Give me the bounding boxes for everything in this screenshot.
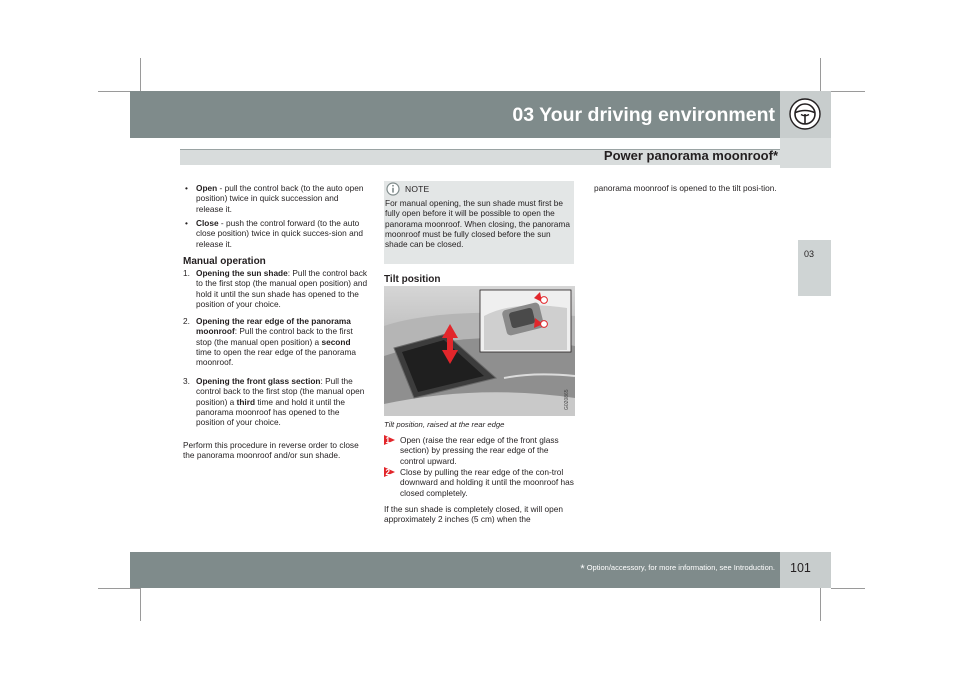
bullet-close (185, 218, 368, 249)
callout-number: 1 (385, 436, 390, 445)
step-text: : Pull the control back to the first stop (the manual open position) a (196, 376, 365, 407)
step-item (183, 268, 368, 309)
crop-mark (831, 91, 865, 92)
step-term: Opening the front glass section (196, 376, 321, 386)
callout-marker-1-icon (384, 435, 395, 445)
bullet-text: - pull the control back (to the auto open position) twice in quick succession and release it. (196, 183, 364, 214)
step-term: Opening the rear edge of the panorama moonroof (196, 316, 351, 337)
step-number: 2. (183, 316, 190, 326)
chapter-tab-number: 03 (804, 249, 815, 259)
bullet-text: - push the control forward (to the auto close position) twice in quick succes-sion and release it. (196, 218, 363, 249)
footer-star: * (580, 563, 585, 575)
footer-note (580, 563, 775, 575)
header-side-panel (780, 138, 831, 168)
right-paragraph: panorama moonroof is opened to the tilt posi-tion. (594, 183, 777, 193)
callout-text: Close by pulling the rear edge of the con-trol downward and holding it until the moonroof has closed completely. (400, 467, 574, 498)
step-text: : Pull the control back to the first stop (the manual open position) a (196, 326, 353, 347)
step-number: 3. (183, 376, 190, 386)
bullet-term: Open (196, 183, 218, 193)
page-number: 101 (790, 561, 811, 575)
bullet-term: Close (196, 218, 219, 228)
step-text: time and hold it until the panorama moonroof has opened to the position of your choice. (196, 396, 345, 428)
step-number: 1. (183, 268, 190, 278)
moonroof-figure (384, 286, 575, 416)
step-item (183, 376, 368, 428)
callout-marker-2-icon (384, 467, 395, 477)
bullet-dot: • (185, 218, 188, 228)
note-title: NOTE (405, 184, 430, 194)
step-term: Opening the sun shade (196, 268, 288, 278)
tilt-paragraph: If the sun shade is completely closed, it will open approximately 2 inches (5 cm) when the (384, 504, 563, 525)
tilt-position-heading: Tilt position (384, 274, 441, 285)
figure-code: G020865 (564, 389, 570, 410)
chapter-title: 03 Your driving environment (512, 104, 775, 126)
crop-mark (98, 588, 140, 589)
manual-operation-heading: Manual operation (183, 256, 266, 267)
callout-number: 2 (385, 468, 390, 477)
crop-mark (831, 588, 865, 589)
step-text: : Pull the control back to the first stop (the manual open position) and hold it until the sun shade has opened to the position of your choice. (196, 268, 368, 309)
step-item (183, 316, 368, 368)
footer-note-text: Option/accessory, for more information, see Introduction. (586, 563, 775, 572)
step-emphasis: third (236, 396, 256, 407)
bullet-dot: • (185, 183, 188, 193)
step-text: time to open the rear edge of the panorama moonroof. (196, 346, 357, 368)
bullet-open (185, 183, 368, 214)
steering-wheel-icon (788, 97, 822, 131)
callout-text: Open (raise the rear edge of the front glass section) by pressing the rear edge of the control upward. (400, 435, 559, 466)
chapter-icon-badge (780, 91, 831, 138)
figure-caption: Tilt position, raised at the rear edge (384, 420, 505, 429)
step-emphasis: second (321, 336, 351, 347)
note-text: For manual opening, the sun shade must first be fully open before it will be possible to open the panorama moonroof. When closing, the panorama moonroof must be fully closed before the sun shade can be closed. (385, 198, 570, 250)
section-title: Power panorama moonroof* (603, 148, 778, 163)
chapter-tab (798, 240, 831, 296)
closing-paragraph: Perform this procedure in reverse order to close the panorama moonroof and/or sun shade. (183, 440, 359, 461)
